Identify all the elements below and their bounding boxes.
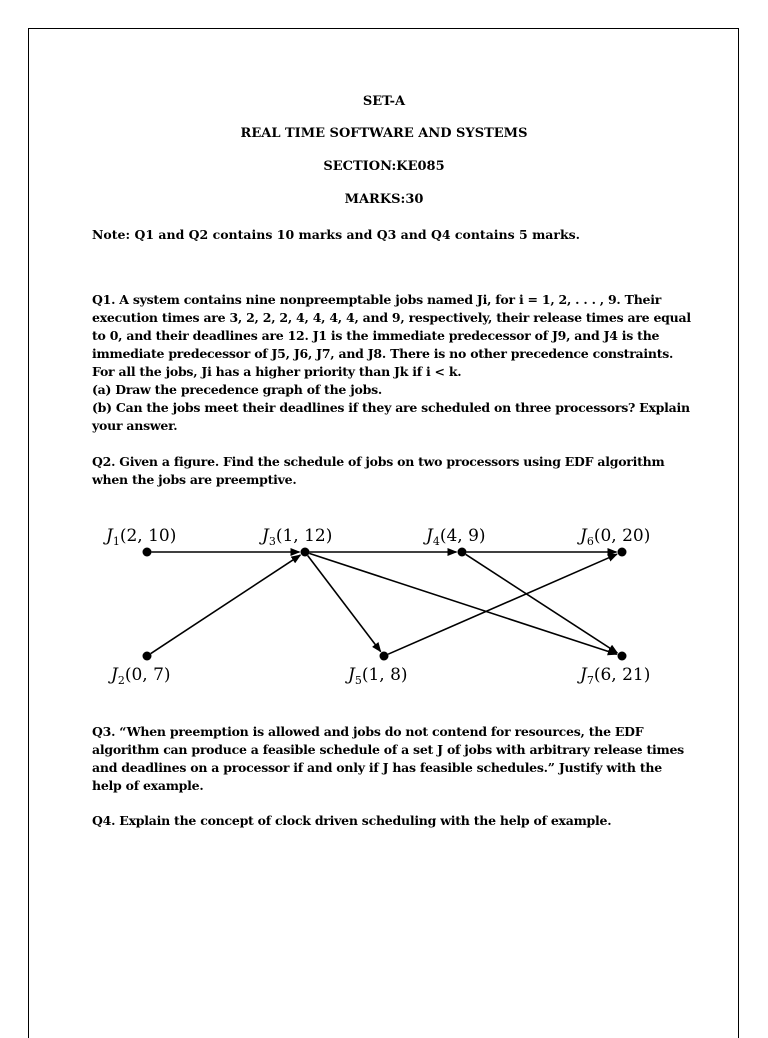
q1-line: to 0, and their deadlines are 12. J1 is the immediate predecessor of J9, and J4 is the <box>92 328 660 343</box>
node-j2 <box>143 652 152 661</box>
course-title: REAL TIME SOFTWARE AND SYSTEMS <box>240 126 528 141</box>
node-j3 <box>301 548 310 557</box>
marks-label: MARKS:30 <box>344 192 424 207</box>
question-4 <box>92 812 682 830</box>
q1-line: your answer. <box>92 418 178 433</box>
q3-line: algorithm can produce a feasible schedule of a set J of jobs with arbitrary release times <box>92 742 684 757</box>
node-j1 <box>143 548 152 557</box>
question-3 <box>92 723 682 795</box>
q2-line: when the jobs are preemptive. <box>92 472 297 487</box>
q4-line: Q4. Explain the concept of clock driven scheduling with the help of example. <box>92 813 612 828</box>
q1-line: immediate predecessor of J5, J6, J7, and J8. There is no other precedence constraints. <box>92 346 674 361</box>
node-label-j3: $J_3(1$, 12) <box>262 526 333 548</box>
node-j5 <box>380 652 389 661</box>
node-label-j6: $J_6(0$, 20) <box>580 526 651 548</box>
q3-line: Q3. “When preemption is allowed and jobs do not contend for resources, the EDF <box>92 724 644 739</box>
question-2 <box>92 453 682 489</box>
edge-j3-j7 <box>309 553 616 654</box>
marks-note: Note: Q1 and Q2 contains 10 marks and Q3 and Q4 contains 5 marks. <box>92 227 581 242</box>
node-j7 <box>618 652 627 661</box>
precedence-graph <box>92 515 672 695</box>
q1-line: (a) Draw the precedence graph of the jobs. <box>92 382 382 397</box>
q1-line: execution times are 3, 2, 2, 2, 4, 4, 4, 4, and 9, respectively, their release times are equal <box>92 310 691 325</box>
q3-line: help of example. <box>92 778 204 793</box>
q1-line: (b) Can the jobs meet their deadlines if they are scheduled on three processors? Explain <box>92 400 690 415</box>
node-label-j4: $J_4(4$, 9) <box>426 526 486 548</box>
q1-line: Q1. A system contains nine nonpreemptable jobs named Ji, for i = 1, 2, . . . , 9. Their <box>92 292 662 307</box>
q1-line: For all the jobs, Ji has a higher priority than Jk if i < k. <box>92 364 462 379</box>
node-label-j5: $J_5(1$, 8) <box>348 665 408 687</box>
set-label: SET-A <box>362 94 406 109</box>
q2-line: Q2. Given a figure. Find the schedule of jobs on two processors using EDF algorithm <box>92 454 665 469</box>
q3-line: and deadlines on a processor if and only if J has feasible schedules.” Justify with the <box>92 760 662 775</box>
edge-j3-j5 <box>308 556 381 652</box>
node-j6 <box>618 548 627 557</box>
edge-j2-j3 <box>151 555 301 654</box>
node-label-j1: $J_1(2$, 10) <box>106 526 177 548</box>
edge-j5-j6 <box>388 554 617 654</box>
node-label-j2: $J_2(0$, 7) <box>111 665 171 687</box>
node-label-j7: $J_7(6$, 21) <box>580 665 651 687</box>
node-j4 <box>458 548 467 557</box>
question-1 <box>92 291 691 435</box>
edge-j4-j7 <box>466 554 618 653</box>
section-label: SECTION:KE085 <box>323 159 445 174</box>
